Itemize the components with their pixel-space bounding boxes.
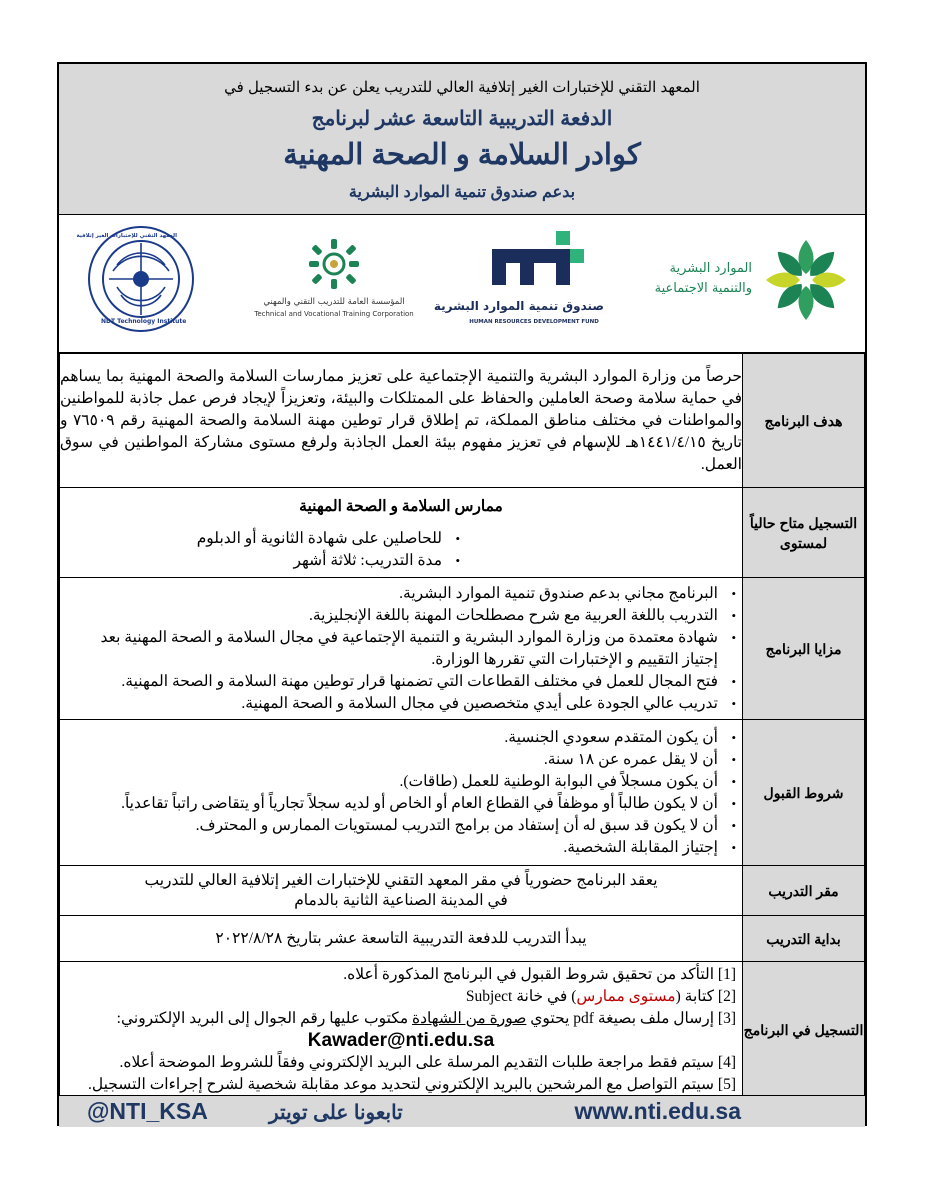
- conditions-cell: [60, 720, 743, 866]
- step3-underline: صورة من الشهادة: [412, 1009, 527, 1027]
- nti-logo: [76, 225, 195, 333]
- level-cell: [60, 488, 743, 578]
- benefits-row: [60, 578, 865, 720]
- list-item: • أن لا يقل عمره عن ١٨ سنة.: [66, 749, 718, 771]
- register-cell: [60, 962, 743, 1098]
- conditions-list: [60, 727, 742, 859]
- hrsd-star-icon: [758, 235, 854, 325]
- register-step-5: [5] سيتم التواصل مع المرشحين بالبريد الإلكتروني لتحديد موعد مقابلة شخصية لشرح إجراءات التسجيل.: [87, 1075, 736, 1093]
- list-item: • التدريب باللغة العربية مع شرح مصطلحات المهنة باللغة الإنجليزية.: [66, 605, 718, 627]
- hadaf-name-ar: صندوق تنمية الموارد البشرية: [433, 299, 604, 313]
- venue-cell: [60, 866, 743, 916]
- header-batch: الدفعة التدريبية التاسعة عشر لبرنامج: [311, 108, 613, 130]
- register-label: التسجيل في البرنامج: [743, 962, 865, 1098]
- step2-suffix: ) في خانة Subject: [465, 987, 577, 1005]
- list-item: • شهادة معتمدة من وزارة الموارد البشرية و التنمية الإجتماعية في مجال السلامة و الصحة المهنية بعد إجتياز التقييم و الإختبارات التي تقررها الوزارة.: [66, 627, 718, 671]
- level-list: [60, 528, 742, 572]
- start-label: بداية التدريب: [743, 916, 865, 962]
- list-item: • تدريب عالي الجودة على أيدي متخصصين في مجال السلامة و الصحة المهنية.: [66, 693, 718, 715]
- twitter-follow-text: تابعونا على تويتر: [269, 1102, 403, 1124]
- venue-label: مقر التدريب: [743, 866, 865, 916]
- list-item: • للحاصلين على شهادة الثانوية أو الدبلوم: [66, 528, 442, 550]
- step3-prefix: [3] إرسال ملف بصيغة pdf يحتوي: [526, 1009, 736, 1027]
- conditions-row: [60, 720, 865, 866]
- level-row: [60, 488, 865, 578]
- register-step-1: [1] التأكد من تحقيق شروط القبول في البرنامج المذكورة أعلاه.: [343, 965, 736, 983]
- list-item: • مدة التدريب: ثلاثة أشهر: [66, 550, 442, 572]
- register-step-3: [66, 1008, 736, 1030]
- list-item: • إجتياز المقابلة الشخصية.: [66, 837, 718, 859]
- tvtc-name-ar: المؤسسة العامة للتدريب التقني والمهني: [263, 297, 405, 307]
- announcement-header: [59, 64, 865, 215]
- program-details-table: [59, 353, 865, 1098]
- list-item: • أن لا يكون قد سبق له أن إستفاد من برامج التدريب لمستويات الممارس و المحترف.: [66, 815, 718, 837]
- logos-strip: [59, 215, 865, 353]
- list-item: • أن يكون مسجلاً في البوابة الوطنية للعمل (طاقات).: [66, 771, 718, 793]
- register-step-2: [66, 986, 736, 1008]
- register-step-4: [4] سيتم فقط مراجعة طلبات التقديم المرسلة على البريد الإلكتروني وفقاً للشروط الموضحة أعلاه.: [119, 1053, 736, 1071]
- list-item: • فتح المجال للعمل في مختلف القطاعات التي تضمنها قرار توطين مهنة السلامة و الصحة المهنية.: [66, 671, 718, 693]
- benefits-list: [60, 583, 742, 715]
- announcement-frame: [57, 62, 867, 1126]
- nti-emblem-icon: [76, 225, 195, 333]
- hadaf-mark-icon: [474, 227, 594, 297]
- benefits-cell: [60, 578, 743, 720]
- venue-row: [60, 866, 865, 916]
- program-title: كوادر السلامة و الصحة المهنية: [283, 139, 641, 171]
- step2-prefix: [2] كتابة (: [675, 987, 736, 1005]
- nti-ring-en: NDT Technology Institute: [101, 318, 187, 325]
- hadaf-name-en: HUMAN RESOURCES DEVELOPMENT FUND: [469, 319, 599, 325]
- tvtc-logo: [249, 237, 419, 327]
- twitter-handle-link[interactable]: @NTI_KSA: [87, 1098, 208, 1124]
- announcement-footer: [59, 1095, 865, 1127]
- header-support: بدعم صندوق تنمية الموارد البشرية: [348, 184, 576, 201]
- list-item: • البرنامج مجاني بدعم صندوق تنمية الموارد البشرية.: [66, 583, 718, 605]
- conditions-label: شروط القبول: [743, 720, 865, 866]
- hrsd-name: الموارد البشرية: [669, 261, 752, 276]
- venue-line-2: في المدينة الصناعية الثانية بالدمام: [294, 891, 508, 909]
- level-label: التسجيل متاح حالياً لمستوى: [743, 488, 865, 578]
- hrsd-logo: [644, 235, 854, 325]
- step3-suffix: مكتوب عليها رقم الجوال إلى البريد الإلكتروني:: [116, 1009, 413, 1027]
- goal-text: حرصاً من وزارة الموارد البشرية والتنمية الإجتماعية على تعزيز ممارسات السلامة والصحة المهنية بما يساهم في حماية سلامة وصحة العاملين والحفاظ على الممتلكات والبيئة، وتعزيزاً لإيجاد فرص عمل جاذبة للمواطنين والمواطنات في مختلف مناطق المملكة، تم إطلاق قرار توطين مهنة السلامة والصحة المهنية رقم ٧٦٥٠٩ و تاريخ ١٤٤١/٤/١٥هـ للإسهام في تعزيز مفهوم بيئة العمل الجاذبة ولرفع مستوى مشاركة المواطنين في سوق العمل.: [60, 354, 743, 488]
- list-item: • أن يكون المتقدم سعودي الجنسية.: [66, 727, 718, 749]
- website-link[interactable]: www.nti.edu.sa: [574, 1098, 741, 1124]
- hrsd-name-2: والتنمية الاجتماعية: [654, 281, 752, 296]
- goal-label: هدف البرنامج: [743, 354, 865, 488]
- level-title: ممارس السلامة و الصحة المهنية: [299, 497, 503, 515]
- venue-line-1: يعقد البرنامج حضورياً في مقر المعهد التقني للإختبارات الغير إتلافية العالي للتدريب: [144, 871, 658, 889]
- list-item: • أن لا يكون طالباً أو موظفاً في القطاع العام أو الخاص أو لديه سجلاً تجارياً أو يتقاضى راتباً تقاعدياً.: [66, 793, 718, 815]
- tvtc-name-en: Technical and Vocational Training Corporation: [254, 310, 414, 318]
- register-row: [60, 962, 865, 1098]
- start-text: يبدأ التدريب للدفعة التدريبية التاسعة عشر بتاريخ ٢٠٢٢/٨/٢٨: [60, 916, 743, 962]
- benefits-label: مزايا البرنامج: [743, 578, 865, 720]
- step2-highlight: مستوى ممارس: [576, 987, 676, 1005]
- start-row: [60, 916, 865, 962]
- nti-ring-ar: المعهد التقني للإختبارات الغير إتلافية: [76, 233, 177, 239]
- header-intro: المعهد التقني للإختبارات الغير إتلافية العالي للتدريب يعلن عن بدء التسجيل في: [224, 79, 700, 96]
- register-email-link[interactable]: Kawader@nti.edu.sa: [307, 1029, 495, 1051]
- hadaf-logo: [433, 227, 604, 342]
- tvtc-emblem-icon: [304, 237, 364, 292]
- goal-row: [60, 354, 865, 488]
